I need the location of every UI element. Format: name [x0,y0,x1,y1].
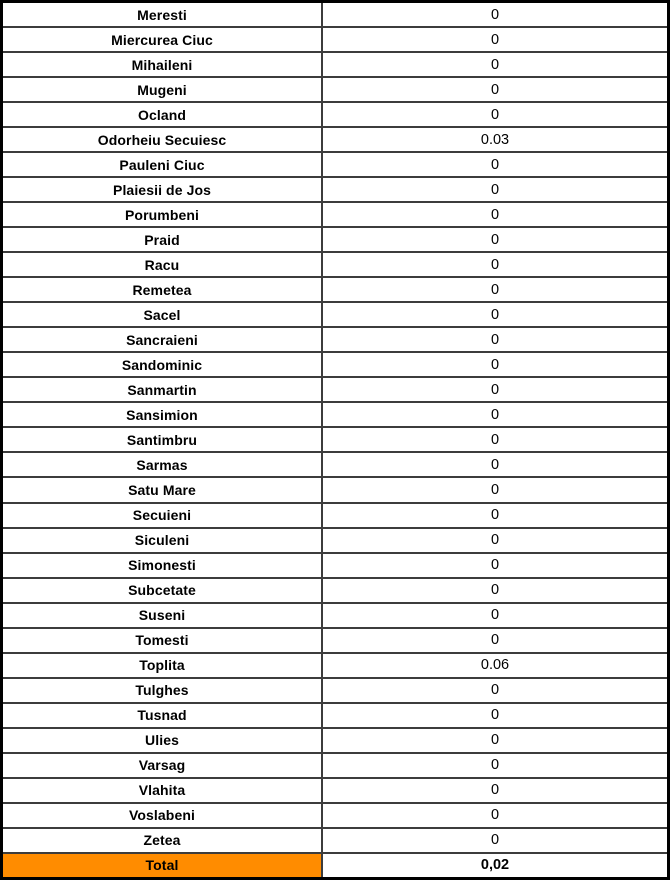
table-row [2,52,669,77]
locality-value-cell: 0 [322,728,669,753]
locality-name-cell: Sarmas [2,452,323,477]
table-row [2,427,669,452]
locality-name-cell: Sancraieni [2,327,323,352]
locality-name-cell: Tomesti [2,628,323,653]
table-row [2,803,669,828]
locality-value-cell: 0 [322,152,669,177]
table-row [2,778,669,803]
locality-name-cell: Sansimion [2,402,323,427]
locality-name-cell: Racu [2,252,323,277]
locality-name-cell: Subcetate [2,578,323,603]
table-row [2,102,669,127]
locality-value-cell: 0 [322,603,669,628]
locality-name-cell: Suseni [2,603,323,628]
locality-value-cell: 0.03 [322,127,669,152]
locality-name-cell: Plaiesii de Jos [2,177,323,202]
locality-name-cell: Voslabeni [2,803,323,828]
locality-name-cell: Tulghes [2,678,323,703]
locality-name-cell: Porumbeni [2,202,323,227]
locality-name-cell: Toplita [2,653,323,678]
locality-value-cell: 0 [322,252,669,277]
table-row [2,177,669,202]
locality-value-cell: 0 [322,202,669,227]
locality-name-cell: Meresti [2,2,323,28]
table-row [2,227,669,252]
table-row [2,728,669,753]
locality-value-cell: 0 [322,503,669,528]
locality-name-cell: Ocland [2,102,323,127]
locality-name-cell: Mihaileni [2,52,323,77]
total-value-cell: 0,02 [322,853,669,879]
locality-value-cell: 0 [322,2,669,28]
locality-name-cell: Vlahita [2,778,323,803]
locality-name-cell: Miercurea Ciuc [2,27,323,52]
table-row [2,828,669,853]
table-row [2,352,669,377]
table-row [2,402,669,427]
table-total-row [2,853,669,879]
locality-value-cell: 0 [322,77,669,102]
locality-name-cell: Ulies [2,728,323,753]
table-row [2,452,669,477]
locality-name-cell: Siculeni [2,528,323,553]
locality-value-cell: 0 [322,327,669,352]
locality-value-cell: 0 [322,678,669,703]
table-row [2,628,669,653]
locality-value-cell: 0 [322,553,669,578]
locality-value-cell: 0 [322,828,669,853]
table-row [2,152,669,177]
locality-name-cell: Pauleni Ciuc [2,152,323,177]
locality-value-cell: 0 [322,778,669,803]
table-body [2,2,669,879]
table-row [2,578,669,603]
table-row [2,753,669,778]
locality-value-cell: 0 [322,227,669,252]
table-row [2,277,669,302]
locality-name-cell: Zetea [2,828,323,853]
table-row [2,27,669,52]
locality-value-cell: 0 [322,477,669,502]
locality-value-cell: 0 [322,703,669,728]
locality-name-cell: Simonesti [2,553,323,578]
total-label-cell: Total [2,853,323,879]
locality-value-cell: 0 [322,753,669,778]
locality-value-cell: 0 [322,177,669,202]
table-row [2,553,669,578]
locality-value-cell: 0 [322,27,669,52]
locality-value-cell: 0 [322,578,669,603]
table-row [2,528,669,553]
locality-value-cell: 0 [322,352,669,377]
table-row [2,653,669,678]
table-row [2,327,669,352]
table-row [2,127,669,152]
locality-value-cell: 0 [322,277,669,302]
locality-value-cell: 0 [322,402,669,427]
table-row [2,703,669,728]
locality-name-cell: Sacel [2,302,323,327]
locality-value-cell: 0 [322,628,669,653]
locality-name-cell: Praid [2,227,323,252]
locality-value-cell: 0.06 [322,653,669,678]
locality-value-cell: 0 [322,803,669,828]
locality-value-cell: 0 [322,427,669,452]
table-row [2,477,669,502]
locality-value-cell: 0 [322,302,669,327]
table-row [2,252,669,277]
locality-name-cell: Varsag [2,753,323,778]
locality-name-cell: Odorheiu Secuiesc [2,127,323,152]
locality-value-cell: 0 [322,452,669,477]
table-row [2,2,669,28]
table-row [2,202,669,227]
locality-name-cell: Mugeni [2,77,323,102]
locality-value-cell: 0 [322,377,669,402]
locality-name-cell: Secuieni [2,503,323,528]
locality-name-cell: Sanmartin [2,377,323,402]
locality-name-cell: Santimbru [2,427,323,452]
locality-value-cell: 0 [322,528,669,553]
table-row [2,603,669,628]
locality-value-cell: 0 [322,102,669,127]
table-row [2,377,669,402]
table-row [2,77,669,102]
table-row [2,503,669,528]
locality-name-cell: Satu Mare [2,477,323,502]
table-row [2,302,669,327]
locality-name-cell: Remetea [2,277,323,302]
locality-name-cell: Sandominic [2,352,323,377]
table-row [2,678,669,703]
locality-name-cell: Tusnad [2,703,323,728]
locality-value-cell: 0 [322,52,669,77]
